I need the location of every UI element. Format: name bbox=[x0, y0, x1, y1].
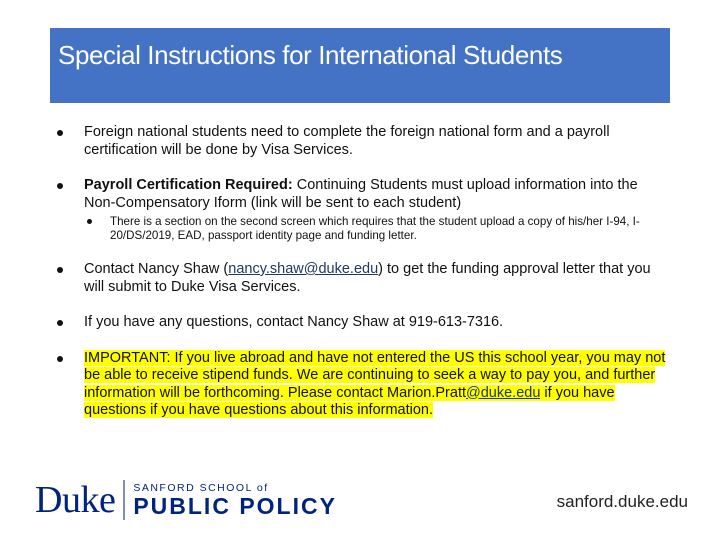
bullet-item bbox=[57, 177, 669, 212]
sub-bullet-icon bbox=[87, 219, 92, 224]
school-name bbox=[133, 482, 337, 518]
sanford-logo bbox=[35, 478, 337, 522]
email-link[interactable]: @duke.edu bbox=[466, 384, 541, 401]
bullet-item bbox=[57, 261, 669, 296]
sub-bullet-text: There is a section on the second screen which requires that the student upload a copy of his/her I-94, I-20/DS/2019, EAD, passport identity page and funding letter. bbox=[110, 215, 640, 242]
bullet-icon bbox=[57, 356, 63, 362]
bullet-text-pre: Contact Nancy Shaw ( bbox=[84, 261, 229, 277]
bullet-lead: Payroll Certification Required: bbox=[84, 177, 293, 193]
footer bbox=[0, 470, 720, 530]
bullet-list bbox=[57, 124, 669, 420]
bullet-icon bbox=[57, 130, 63, 136]
bullet-text: Foreign national students need to complete the foreign national form and a payroll certification will be done by Visa Services. bbox=[84, 124, 610, 158]
important-text-pre: IMPORTANT: If you live abroad and have not entered the US this school year, you may not be able to receive stipend funds. We are continuing to seek a way to pay you, and further information will be forthcoming. Please contact Marion.Pratt bbox=[84, 349, 666, 401]
email-link[interactable]: nancy.shaw@duke.edu bbox=[228, 261, 379, 277]
bullet-item-important bbox=[57, 350, 669, 420]
website-url: sanford.duke.edu bbox=[556, 492, 688, 511]
slide-title-text: Special Instructions for International Students bbox=[58, 40, 563, 70]
bullet-item bbox=[57, 314, 669, 332]
sub-bullet-item bbox=[57, 215, 669, 243]
bullet-icon bbox=[57, 320, 63, 326]
important-text-post: if you have questions if you have questions about this information. bbox=[84, 384, 615, 418]
school-name-top: SANFORD SCHOOL of bbox=[133, 482, 269, 494]
bullet-icon bbox=[57, 183, 63, 189]
bullet-text: Continuing Students must upload information into the Non-Compensatory Iform (link will be sent to each student) bbox=[84, 177, 638, 211]
bullet-item bbox=[57, 124, 669, 159]
logo-divider bbox=[123, 480, 125, 520]
slide-title bbox=[50, 28, 670, 103]
school-name-bottom: PUBLIC POLICY bbox=[133, 493, 337, 519]
bullet-text-post: ) to get the funding approval letter that you will submit to Duke Visa Services. bbox=[84, 261, 651, 295]
bullet-text: If you have any questions, contact Nancy Shaw at 919-613-7316. bbox=[84, 314, 504, 330]
bullet-icon bbox=[57, 267, 63, 273]
duke-wordmark: Duke bbox=[35, 479, 116, 521]
